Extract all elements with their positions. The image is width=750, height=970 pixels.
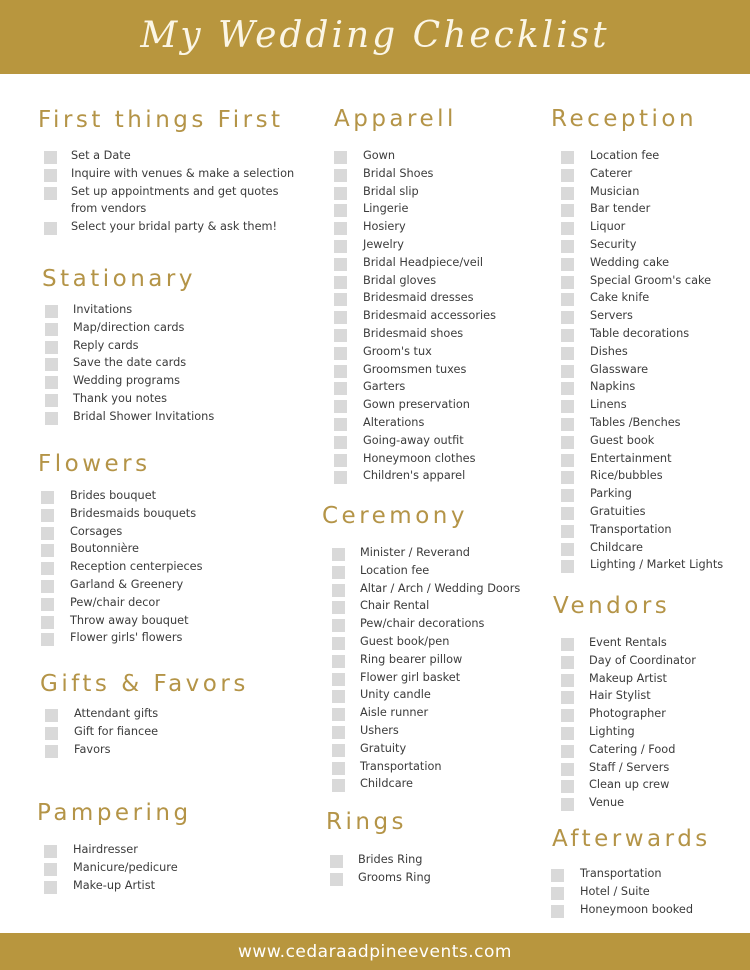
checklist-item-label: Bridesmaids bouquets: [70, 506, 197, 520]
checkbox[interactable]: [561, 780, 574, 793]
checklist-item-label: Liquor: [590, 220, 626, 234]
checkbox[interactable]: [561, 436, 574, 449]
checklist-item-label: Tables /Benches: [590, 415, 681, 429]
checklist-item-label: Bridal slip: [363, 184, 419, 198]
checklist-item-label: Guest book/pen: [360, 634, 450, 648]
checkbox[interactable]: [561, 763, 574, 776]
checklist-item-label: Favors: [74, 742, 111, 756]
checkbox[interactable]: [561, 674, 574, 687]
checkbox[interactable]: [561, 656, 574, 669]
checklist-item-label: Bridesmaid shoes: [363, 326, 464, 340]
checklist-item: [334, 363, 496, 381]
section-reception: [551, 105, 724, 572]
checklist-item-label: Photographer: [589, 707, 666, 721]
checklist-item-label: Musician: [590, 184, 640, 198]
checklist-item-label: Unity candle: [360, 688, 431, 702]
checklist-item: [44, 879, 178, 897]
checklist-item-label: Lighting / Market Lights: [590, 558, 724, 572]
checklist-item-label: Map/direction cards: [73, 320, 185, 334]
checkbox[interactable]: [561, 204, 574, 217]
checklist-item-label: Wedding programs: [73, 374, 180, 388]
checklist-item: [561, 327, 723, 345]
checklist-item: [561, 202, 723, 220]
checkbox[interactable]: [332, 601, 345, 614]
checklist-item-label: Caterer: [590, 166, 633, 180]
section-title: Afterwards: [552, 826, 711, 852]
section-title: Flowers: [38, 451, 151, 477]
section-title: Ceremony: [322, 503, 468, 529]
checklist: [44, 843, 178, 896]
checklist-item-label: Groomsmen tuxes: [363, 362, 467, 376]
checklist-item-label: Groom's tux: [363, 344, 432, 358]
checklist-item-label: Guest book: [590, 433, 655, 447]
checklist-item: [334, 202, 496, 220]
checklist-item-label: Cake knife: [590, 291, 650, 305]
checklist-item: [561, 167, 723, 185]
checklist-item-label: Glassware: [590, 362, 649, 376]
checkbox[interactable]: [332, 637, 345, 650]
checkbox[interactable]: [44, 881, 57, 894]
checklist-item-label: Flower girls' flowers: [70, 631, 183, 645]
checkbox[interactable]: [44, 222, 57, 235]
checkbox[interactable]: [561, 727, 574, 740]
header-banner: [0, 0, 750, 74]
checkbox[interactable]: [332, 726, 345, 739]
checkbox[interactable]: [334, 436, 347, 449]
checklist-item-label: Gown: [363, 149, 396, 162]
checkbox[interactable]: [45, 412, 58, 425]
checkbox[interactable]: [334, 276, 347, 289]
checkbox[interactable]: [41, 509, 54, 522]
checklist: [44, 149, 294, 238]
checklist-item-label: Flower girl basket: [360, 670, 461, 684]
checklist-item-label: Gown preservation: [363, 398, 470, 412]
checklist-item-label: Bridesmaid accessories: [363, 309, 496, 323]
checkbox[interactable]: [551, 869, 564, 882]
checkbox[interactable]: [45, 305, 58, 318]
checklist-item-label: Minister / Reverand: [360, 546, 470, 559]
section-apparell: [334, 105, 496, 483]
checkbox[interactable]: [334, 240, 347, 253]
checklist-item: [41, 631, 203, 649]
checklist-item-label: Thank you notes: [73, 391, 167, 405]
checklist-item-label: Manicure/pedicure: [73, 860, 178, 874]
checkbox[interactable]: [561, 151, 574, 164]
checklist-item-label: Entertainment: [590, 451, 672, 465]
checklist-item-label: Chair Rental: [360, 599, 430, 613]
checklist-item-label: Lingerie: [363, 202, 409, 216]
checklist-item-label: Transportation: [580, 867, 662, 880]
checkbox[interactable]: [561, 560, 574, 573]
checkbox[interactable]: [334, 382, 347, 395]
checklist-item-label: Childcare: [360, 777, 413, 791]
checkbox[interactable]: [561, 709, 574, 722]
section-title: Gifts & Favors: [40, 671, 249, 697]
checkbox[interactable]: [561, 187, 574, 200]
checklist-item: [330, 871, 431, 889]
checklist-item-label: Hairdresser: [73, 843, 138, 856]
checklist-item-label: Bar tender: [590, 202, 651, 216]
checklist-item-label: Pew/chair decor: [70, 595, 160, 609]
section-stationary: [42, 265, 215, 423]
checkbox[interactable]: [561, 638, 574, 651]
checklist-item-label: Day of Coordinator: [589, 653, 696, 667]
checklist-item-label: Ushers: [360, 723, 399, 737]
checkbox[interactable]: [44, 863, 57, 876]
checkbox[interactable]: [561, 400, 574, 413]
checkbox[interactable]: [561, 222, 574, 235]
checklist-item: [45, 743, 158, 761]
checkbox[interactable]: [561, 258, 574, 271]
checkbox[interactable]: [332, 762, 345, 775]
section-ceremony: [322, 502, 521, 791]
checkbox[interactable]: [561, 525, 574, 538]
section-flowers: [38, 450, 203, 645]
checkbox[interactable]: [45, 709, 58, 722]
checkbox[interactable]: [41, 616, 54, 629]
checkbox[interactable]: [334, 151, 347, 164]
checkbox[interactable]: [330, 855, 343, 868]
checklist-item-label: Going-away outfit: [363, 433, 464, 447]
checklist-item-label: Corsages: [70, 524, 123, 538]
checkbox[interactable]: [334, 365, 347, 378]
page-title: My Wedding Checklist: [140, 14, 610, 56]
section-title: Stationary: [42, 266, 196, 292]
checkbox[interactable]: [551, 905, 564, 918]
checklist-item-label: Pew/chair decorations: [360, 617, 485, 631]
checkbox[interactable]: [332, 584, 345, 597]
checklist-item-label: Clean up crew: [589, 778, 670, 792]
checkbox[interactable]: [45, 341, 58, 354]
checkbox[interactable]: [41, 562, 54, 575]
checklist-item-label: Dishes: [590, 344, 628, 358]
checkbox[interactable]: [561, 276, 574, 289]
checkbox[interactable]: [41, 598, 54, 611]
section-first-things-first: [38, 106, 295, 234]
checklist-item-label: Attendant gifts: [74, 707, 159, 720]
checkbox[interactable]: [334, 204, 347, 217]
checklist-item-label: Make-up Artist: [73, 878, 156, 892]
checklist-item: [334, 220, 496, 238]
checklist-item-label: Childcare: [590, 540, 643, 554]
checkbox[interactable]: [41, 491, 54, 504]
checkbox[interactable]: [44, 169, 57, 182]
checklist-item-label: Reply cards: [73, 338, 139, 352]
checkbox[interactable]: [332, 548, 345, 561]
checklist-item-label: Table decorations: [590, 326, 690, 340]
checkbox[interactable]: [41, 544, 54, 557]
checklist: [332, 546, 520, 795]
checkbox[interactable]: [561, 418, 574, 431]
checklist-item: [561, 363, 723, 381]
checklist-item: [561, 796, 696, 814]
checklist-item-label: Napkins: [590, 380, 636, 394]
section-pampering: [37, 799, 192, 892]
checkbox[interactable]: [334, 293, 347, 306]
checklist-item-label: Hair Stylist: [589, 689, 651, 703]
checklist-item-label: Makeup Artist: [589, 671, 667, 685]
checklist-item: [44, 185, 294, 221]
checklist-item-label: Transportation: [360, 759, 442, 773]
checklist-item-label: Transportation: [590, 522, 672, 536]
checklist-item: [334, 469, 496, 487]
checkbox[interactable]: [45, 376, 58, 389]
checklist-item: [45, 410, 214, 428]
checklist: [330, 853, 431, 889]
checkbox[interactable]: [561, 798, 574, 811]
checkbox[interactable]: [561, 489, 574, 502]
checkbox[interactable]: [330, 873, 343, 886]
checklist-item-label: Inquire with venues & make a selection: [71, 166, 295, 180]
checklist: [551, 867, 693, 920]
checklist: [45, 303, 214, 428]
checkbox[interactable]: [334, 418, 347, 431]
section-title: Rings: [326, 809, 408, 835]
checkbox[interactable]: [332, 655, 345, 668]
checklist-item-label: Staff / Servers: [589, 760, 670, 774]
checkbox[interactable]: [561, 382, 574, 395]
checkbox[interactable]: [561, 454, 574, 467]
checklist-item-label: Venue: [589, 796, 625, 810]
checkbox[interactable]: [561, 365, 574, 378]
checkbox[interactable]: [334, 347, 347, 360]
checkbox[interactable]: [332, 619, 345, 632]
footer-banner: [0, 933, 750, 970]
checkbox[interactable]: [561, 691, 574, 704]
checklist-item-label: Parking: [590, 487, 632, 501]
checklist: [561, 636, 696, 814]
checklist-item-label: Rice/bubbles: [590, 469, 663, 483]
checklist: [45, 707, 158, 760]
checklist-item-label: Set up appointments and get quotes from vendors: [71, 184, 279, 216]
checkbox[interactable]: [45, 745, 58, 758]
checklist-item-label: Alterations: [363, 415, 425, 429]
section-title: Vendors: [553, 593, 671, 619]
checklist-item: [561, 220, 723, 238]
checkbox[interactable]: [334, 311, 347, 324]
checklist-item: [44, 220, 294, 238]
checklist-item-label: Boutonnière: [70, 542, 139, 556]
section-title: Reception: [551, 106, 698, 132]
checklist-item-label: Brides bouquet: [70, 489, 157, 502]
checkbox[interactable]: [332, 690, 345, 703]
section-title: Apparell: [334, 106, 457, 132]
checklist-item-label: Throw away bouquet: [70, 613, 189, 627]
checklist-item: [551, 903, 693, 921]
section-gifts-favors: [40, 670, 249, 756]
checklist-item: [561, 558, 723, 576]
checklist-item-label: Honeymoon clothes: [363, 451, 476, 465]
checklist-item: [561, 380, 723, 398]
checklist-item-label: Children's apparel: [363, 469, 466, 483]
checkbox[interactable]: [561, 293, 574, 306]
checklist-item-label: Location fee: [590, 149, 660, 162]
checklist-item-label: Bridal Shoes: [363, 166, 434, 180]
checklist-item-label: Brides Ring: [358, 853, 423, 866]
checklist-item: [561, 469, 723, 487]
checklist-item: [561, 778, 696, 796]
checkbox[interactable]: [334, 329, 347, 342]
checklist-item: [332, 777, 520, 795]
section-vendors: [553, 592, 696, 810]
checklist-item-label: Gift for fiancee: [74, 724, 159, 738]
checkbox[interactable]: [44, 151, 57, 164]
checklist-item-label: Hosiery: [363, 220, 406, 234]
checkbox[interactable]: [334, 222, 347, 235]
checklist-item-label: Gratuity: [360, 741, 407, 755]
checklist-item-label: Jewelry: [363, 237, 404, 251]
checklist-item-label: Hotel / Suite: [580, 884, 650, 898]
checklist-item: [334, 185, 496, 203]
checklist-item-label: Select your bridal party & ask them!: [71, 220, 278, 234]
checkbox[interactable]: [41, 633, 54, 646]
checklist-item-label: Honeymoon booked: [580, 902, 694, 916]
section-rings: [326, 808, 431, 884]
checkbox[interactable]: [45, 323, 58, 336]
checklist-item-label: Bridesmaid dresses: [363, 291, 474, 305]
checkbox[interactable]: [45, 727, 58, 740]
checklist-item-label: Bridal Shower Invitations: [73, 409, 215, 423]
checkbox[interactable]: [334, 471, 347, 484]
checklist-item-label: Catering / Food: [589, 742, 676, 756]
section-afterwards: [552, 825, 711, 916]
checklist-item-label: Linens: [590, 398, 627, 412]
checkbox[interactable]: [334, 400, 347, 413]
checklist-item-label: Altar / Arch / Wedding Doors: [360, 581, 521, 595]
checklist-item-label: Security: [590, 237, 637, 251]
checkbox[interactable]: [334, 187, 347, 200]
checkbox[interactable]: [561, 311, 574, 324]
checklist-item-label: Gratuities: [590, 504, 646, 518]
section-title: Pampering: [37, 800, 192, 826]
checklist-item-label: Grooms Ring: [358, 870, 431, 884]
checklist-item-label: Save the date cards: [73, 356, 187, 370]
checklist-item-label: Bridal Headpiece/veil: [363, 255, 484, 269]
checkbox[interactable]: [561, 240, 574, 253]
checklist-item-label: Bridal gloves: [363, 273, 437, 287]
checklist-item-label: Garters: [363, 380, 406, 394]
checklist-item-label: Location fee: [360, 563, 430, 577]
checkbox[interactable]: [332, 708, 345, 721]
checkbox[interactable]: [561, 169, 574, 182]
checkbox[interactable]: [334, 169, 347, 182]
checkbox[interactable]: [332, 673, 345, 686]
checkbox[interactable]: [332, 744, 345, 757]
checklist-item-label: Lighting: [589, 724, 635, 738]
website-link[interactable]: www.cedaraadpineevents.com: [238, 941, 512, 962]
checkbox[interactable]: [44, 845, 57, 858]
checkbox[interactable]: [561, 347, 574, 360]
checklist-item-label: Aisle runner: [360, 706, 429, 720]
checkbox[interactable]: [561, 507, 574, 520]
checklist: [561, 149, 723, 576]
checklist-item-label: Set a Date: [71, 149, 131, 162]
checkbox[interactable]: [332, 779, 345, 792]
checklist-item-label: Garland & Greenery: [70, 577, 184, 591]
checklist-item-label: Ring bearer pillow: [360, 652, 463, 666]
checkbox[interactable]: [45, 394, 58, 407]
checklist-item: [561, 149, 723, 167]
checklist-item-label: Reception centerpieces: [70, 560, 203, 574]
checklist: [334, 149, 496, 487]
checklist-item-label: Wedding cake: [590, 255, 670, 269]
checkbox[interactable]: [41, 527, 54, 540]
section-title: First things First: [38, 107, 284, 133]
checkbox[interactable]: [561, 745, 574, 758]
checkbox[interactable]: [334, 258, 347, 271]
checklist-item-label: Special Groom's cake: [590, 273, 712, 287]
checkbox[interactable]: [41, 580, 54, 593]
checklist-item: [561, 291, 723, 309]
checklist-item-label: Servers: [590, 309, 633, 323]
checklist-item-label: Invitations: [73, 303, 133, 316]
checkbox[interactable]: [551, 887, 564, 900]
checkbox[interactable]: [45, 358, 58, 371]
checkbox[interactable]: [561, 543, 574, 556]
checkbox[interactable]: [44, 187, 57, 200]
checkbox[interactable]: [561, 471, 574, 484]
checkbox[interactable]: [334, 454, 347, 467]
checklist: [41, 489, 203, 649]
checkbox[interactable]: [561, 329, 574, 342]
checklist-item-label: Event Rentals: [589, 636, 667, 649]
checkbox[interactable]: [332, 566, 345, 579]
